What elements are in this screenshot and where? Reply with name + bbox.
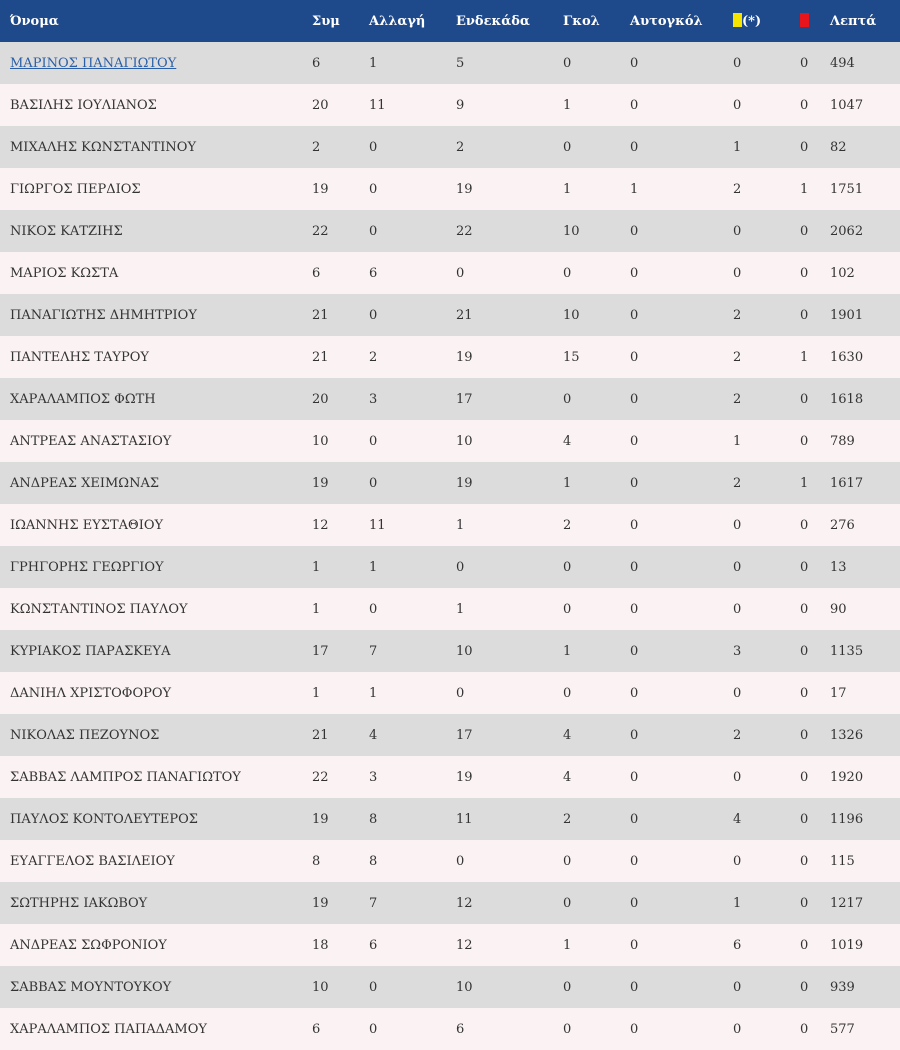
goals-cell: 15: [563, 349, 580, 365]
yellow-cards-cell: 0: [733, 853, 742, 869]
appearances-cell: 22: [312, 769, 329, 785]
sub-cell: 0: [369, 1021, 378, 1037]
own-goals-cell: 0: [630, 1021, 639, 1037]
own-goals-cell: 0: [630, 433, 639, 449]
minutes-cell: 1217: [830, 895, 864, 911]
goals-cell: 10: [563, 223, 580, 239]
minutes-cell: 13: [830, 559, 847, 575]
appearances-cell: 6: [312, 55, 321, 71]
player-name-cell: ΣΩΤΗΡΗΣ ΙΑΚΩΒΟΥ: [10, 895, 148, 911]
player-name-cell: ΠΑΝΤΕΛΗΣ ΤΑΥΡΟΥ: [10, 349, 149, 365]
yellow-cards-cell: 1: [733, 895, 742, 911]
red-cards-cell: 0: [800, 895, 809, 911]
goals-cell: 2: [563, 517, 572, 533]
yellow-cards-cell: 0: [733, 559, 742, 575]
starting-cell: 12: [456, 895, 473, 911]
goals-cell: 0: [563, 391, 572, 407]
yellow-cards-cell: 6: [733, 937, 742, 953]
own-goals-cell: 0: [630, 223, 639, 239]
appearances-cell: 2: [312, 139, 321, 155]
goals-cell: 4: [563, 433, 572, 449]
goals-cell: 0: [563, 559, 572, 575]
minutes-cell: 1617: [830, 475, 864, 491]
red-cards-cell: 1: [800, 349, 809, 365]
starting-cell: 19: [456, 349, 473, 365]
red-cards-cell: 0: [800, 685, 809, 701]
goals-cell: 1: [563, 181, 572, 197]
yellow-cards-cell: 0: [733, 97, 742, 113]
red-cards-cell: 1: [800, 181, 809, 197]
player-name-cell: ΣΑΒΒΑΣ ΜΟΥΝΤΟΥΚΟΥ: [10, 979, 172, 995]
yellow-cards-cell: 0: [733, 517, 742, 533]
sub-cell: 6: [369, 265, 378, 281]
appearances-cell: 1: [312, 559, 321, 575]
minutes-cell: 789: [830, 433, 855, 449]
yellow-cards-cell: 2: [733, 475, 742, 491]
appearances-cell: 20: [312, 391, 329, 407]
table-row: [0, 336, 900, 378]
sub-cell: 0: [369, 433, 378, 449]
own-goals-cell: 1: [630, 181, 639, 197]
starting-cell: 0: [456, 265, 465, 281]
starting-cell: 21: [456, 307, 473, 323]
player-name-cell: ΓΙΩΡΓΟΣ ΠΕΡΔΙΟΣ: [10, 181, 141, 197]
red-cards-cell: 0: [800, 97, 809, 113]
appearances-cell: 6: [312, 1021, 321, 1037]
column-header-appearances[interactable]: Συμ: [312, 13, 340, 29]
starting-cell: 22: [456, 223, 473, 239]
player-name-cell: ΑΝΔΡΕΑΣ ΧΕΙΜΩΝΑΣ: [10, 475, 160, 491]
own-goals-cell: 0: [630, 265, 639, 281]
sub-cell: 6: [369, 937, 378, 953]
appearances-cell: 21: [312, 727, 329, 743]
table-row: [0, 294, 900, 336]
table-row: [0, 42, 900, 84]
minutes-cell: 1901: [830, 307, 864, 323]
table-row: [0, 420, 900, 462]
starting-cell: 1: [456, 517, 465, 533]
appearances-cell: 22: [312, 223, 329, 239]
player-name-cell: ΒΑΣΙΛΗΣ ΙΟΥΛΙΑΝΟΣ: [10, 97, 157, 113]
player-name-cell: [0, 42, 306, 84]
appearances-cell: 21: [312, 307, 329, 323]
player-name-cell: ΓΡΗΓΟΡΗΣ ΓΕΩΡΓΙΟΥ: [10, 559, 164, 575]
minutes-cell: 1618: [830, 391, 864, 407]
yellow-cards-cell: 0: [733, 223, 742, 239]
sub-cell: 7: [369, 643, 378, 659]
sub-cell: 8: [369, 853, 378, 869]
starting-cell: 5: [456, 55, 465, 71]
yellow-cards-cell: 3: [733, 643, 742, 659]
red-cards-cell: 0: [800, 307, 809, 323]
column-header-yellow-cards[interactable]: [727, 0, 794, 42]
own-goals-cell: 0: [630, 559, 639, 575]
appearances-cell: 20: [312, 97, 329, 113]
minutes-cell: 90: [830, 601, 847, 617]
red-cards-cell: 1: [800, 475, 809, 491]
table-row: [0, 966, 900, 1008]
header-row: [0, 0, 900, 42]
sub-cell: 1: [369, 55, 378, 71]
own-goals-cell: 0: [630, 349, 639, 365]
minutes-cell: 494: [830, 55, 855, 71]
yellow-cards-cell: 0: [733, 265, 742, 281]
sub-cell: 0: [369, 181, 378, 197]
own-goals-cell: 0: [630, 727, 639, 743]
table-row: [0, 714, 900, 756]
goals-cell: 0: [563, 895, 572, 911]
table-body: [0, 42, 900, 1050]
own-goals-cell: 0: [630, 601, 639, 617]
own-goals-cell: 0: [630, 475, 639, 491]
appearances-cell: 8: [312, 853, 321, 869]
table-row: [0, 168, 900, 210]
sub-cell: 0: [369, 979, 378, 995]
table-header: [0, 0, 900, 42]
minutes-cell: 577: [830, 1021, 855, 1037]
yellow-cards-cell: 1: [733, 433, 742, 449]
appearances-cell: 19: [312, 895, 329, 911]
table-row: [0, 924, 900, 966]
yellow-cards-cell: 0: [733, 769, 742, 785]
sub-cell: 7: [369, 895, 378, 911]
player-name-cell: ΚΥΡΙΑΚΟΣ ΠΑΡΑΣΚΕΥΑ: [10, 643, 171, 659]
appearances-cell: 6: [312, 265, 321, 281]
yellow-cards-cell: 0: [733, 979, 742, 995]
red-cards-cell: 0: [800, 811, 809, 827]
starting-cell: 17: [456, 727, 473, 743]
sub-cell: 2: [369, 349, 378, 365]
minutes-cell: 17: [830, 685, 847, 701]
goals-cell: 2: [563, 811, 572, 827]
player-name-cell: ΕΥΑΓΓΕΛΟΣ ΒΑΣΙΛΕΙΟΥ: [10, 853, 175, 869]
starting-cell: 17: [456, 391, 473, 407]
yellow-card-icon: [733, 13, 742, 27]
yellow-cards-cell: 2: [733, 307, 742, 323]
starting-cell: 0: [456, 853, 465, 869]
yellow-cards-cell: 2: [733, 727, 742, 743]
red-cards-cell: 0: [800, 601, 809, 617]
starting-cell: 19: [456, 475, 473, 491]
goals-cell: 0: [563, 979, 572, 995]
column-header-minutes[interactable]: Λεπτά: [830, 13, 877, 29]
yellow-cards-cell: 0: [733, 601, 742, 617]
red-cards-cell: 0: [800, 559, 809, 575]
sub-cell: 11: [369, 97, 386, 113]
minutes-cell: 1751: [830, 181, 864, 197]
table-row: [0, 126, 900, 168]
table-row: [0, 798, 900, 840]
goals-cell: 1: [563, 937, 572, 953]
yellow-cards-cell: 0: [733, 55, 742, 71]
yellow-cards-cell: 0: [733, 1021, 742, 1037]
own-goals-cell: 0: [630, 937, 639, 953]
starting-cell: 19: [456, 181, 473, 197]
table-row: [0, 210, 900, 252]
own-goals-cell: 0: [630, 307, 639, 323]
table-row: [0, 84, 900, 126]
yellow-cards-cell: 0: [733, 685, 742, 701]
table-row: [0, 546, 900, 588]
minutes-cell: 82: [830, 139, 847, 155]
own-goals-cell: 0: [630, 139, 639, 155]
goals-cell: 1: [563, 97, 572, 113]
starting-cell: 0: [456, 559, 465, 575]
starting-cell: 0: [456, 685, 465, 701]
goals-cell: 0: [563, 685, 572, 701]
table-row: [0, 378, 900, 420]
player-name-cell: ΚΩΝΣΤΑΝΤΙΝΟΣ ΠΑΥΛΟΥ: [10, 601, 188, 617]
table-row: [0, 504, 900, 546]
appearances-cell: 1: [312, 685, 321, 701]
player-name-cell: ΑΝΔΡΕΑΣ ΣΩΦΡΟΝΙΟΥ: [10, 937, 167, 953]
player-name-cell: ΔΑΝΙΗΛ ΧΡΙΣΤΟΦΟΡΟΥ: [10, 685, 172, 701]
minutes-cell: 102: [830, 265, 855, 281]
own-goals-cell: 0: [630, 895, 639, 911]
red-cards-cell: 0: [800, 1021, 809, 1037]
sub-cell: 0: [369, 475, 378, 491]
minutes-cell: 939: [830, 979, 855, 995]
starting-cell: 12: [456, 937, 473, 953]
own-goals-cell: 0: [630, 769, 639, 785]
appearances-cell: 10: [312, 979, 329, 995]
goals-cell: 10: [563, 307, 580, 323]
red-cards-cell: 0: [800, 223, 809, 239]
sub-cell: 1: [369, 685, 378, 701]
sub-cell: 11: [369, 517, 386, 533]
table-row: [0, 882, 900, 924]
player-name-cell: ΜΑΡΙΟΣ ΚΩΣΤΑ: [10, 265, 119, 281]
starting-cell: 10: [456, 433, 473, 449]
column-header-sub[interactable]: Αλλαγή: [369, 13, 426, 29]
own-goals-cell: 0: [630, 391, 639, 407]
starting-cell: 19: [456, 769, 473, 785]
own-goals-cell: 0: [630, 979, 639, 995]
player-name-cell: ΠΑΥΛΟΣ ΚΟΝΤΟΛΕΥΤΕΡΟΣ: [10, 811, 198, 827]
appearances-cell: 19: [312, 181, 329, 197]
player-name-link[interactable]: ΜΑΡΙΝΟΣ ΠΑΝΑΓΙΩΤΟΥ: [10, 55, 177, 71]
red-card-icon: [800, 13, 809, 27]
sub-cell: 1: [369, 559, 378, 575]
own-goals-cell: 0: [630, 517, 639, 533]
starting-cell: 6: [456, 1021, 465, 1037]
column-header-name[interactable]: Όνομα: [10, 13, 59, 29]
table-row: [0, 630, 900, 672]
table-row: [0, 588, 900, 630]
player-name-cell: ΜΙΧΑΛΗΣ ΚΩΝΣΤΑΝΤΙΝΟΥ: [10, 139, 197, 155]
sub-cell: 8: [369, 811, 378, 827]
red-cards-cell: 0: [800, 643, 809, 659]
appearances-cell: 1: [312, 601, 321, 617]
minutes-cell: 115: [830, 853, 855, 869]
appearances-cell: 19: [312, 475, 329, 491]
yellow-cards-cell: 4: [733, 811, 742, 827]
red-cards-cell: 0: [800, 139, 809, 155]
goals-cell: 0: [563, 55, 572, 71]
column-header-red-cards[interactable]: [794, 0, 824, 42]
starting-cell: 1: [456, 601, 465, 617]
player-name-cell: ΧΑΡΑΛΑΜΠΟΣ ΠΑΠΑΔΑΜΟΥ: [10, 1021, 207, 1037]
column-header-own-goals[interactable]: Αυτογκόλ: [630, 13, 703, 29]
sub-cell: 0: [369, 223, 378, 239]
minutes-cell: 2062: [830, 223, 864, 239]
minutes-cell: 1326: [830, 727, 864, 743]
player-name-cell: ΝΙΚΟΣ ΚΑΤΖΙΗΣ: [10, 223, 123, 239]
yellow-cards-cell: 2: [733, 349, 742, 365]
sub-cell: 3: [369, 769, 378, 785]
appearances-cell: 12: [312, 517, 329, 533]
goals-cell: 0: [563, 1021, 572, 1037]
minutes-cell: 1196: [830, 811, 864, 827]
red-cards-cell: 0: [800, 727, 809, 743]
minutes-cell: 1920: [830, 769, 864, 785]
starting-cell: 10: [456, 979, 473, 995]
red-cards-cell: 0: [800, 55, 809, 71]
table-row: [0, 756, 900, 798]
goals-cell: 1: [563, 475, 572, 491]
player-name-cell: ΠΑΝΑΓΙΩΤΗΣ ΔΗΜΗΤΡΙΟΥ: [10, 307, 197, 323]
own-goals-cell: 0: [630, 853, 639, 869]
red-cards-cell: 0: [800, 853, 809, 869]
own-goals-cell: 0: [630, 685, 639, 701]
minutes-cell: 276: [830, 517, 855, 533]
table-row: [0, 672, 900, 714]
player-name-cell: ΝΙΚΟΛΑΣ ΠΕΖΟΥΝΟΣ: [10, 727, 160, 743]
minutes-cell: 1630: [830, 349, 864, 365]
red-cards-cell: 0: [800, 433, 809, 449]
table-row: [0, 252, 900, 294]
column-header-starting[interactable]: Ενδεκάδα: [456, 13, 530, 29]
column-header-goals[interactable]: Γκολ: [563, 13, 600, 29]
sub-cell: 4: [369, 727, 378, 743]
own-goals-cell: 0: [630, 97, 639, 113]
sub-cell: 0: [369, 601, 378, 617]
starting-cell: 9: [456, 97, 465, 113]
player-name-cell: ΧΑΡΑΛΑΜΠΟΣ ΦΩΤΗ: [10, 391, 156, 407]
own-goals-cell: 0: [630, 811, 639, 827]
red-cards-cell: 0: [800, 769, 809, 785]
red-cards-cell: 0: [800, 265, 809, 281]
sub-cell: 0: [369, 139, 378, 155]
yellow-cards-cell: 1: [733, 139, 742, 155]
appearances-cell: 10: [312, 433, 329, 449]
red-cards-cell: 0: [800, 391, 809, 407]
player-name-cell: ΣΑΒΒΑΣ ΛΑΜΠΡΟΣ ΠΑΝΑΓΙΩΤΟΥ: [10, 769, 241, 785]
player-name-cell: ΑΝΤΡΕΑΣ ΑΝΑΣΤΑΣΙΟΥ: [10, 433, 172, 449]
minutes-cell: 1135: [830, 643, 864, 659]
table-row: [0, 462, 900, 504]
own-goals-cell: 0: [630, 55, 639, 71]
sub-cell: 3: [369, 391, 378, 407]
goals-cell: 0: [563, 139, 572, 155]
minutes-cell: 1019: [830, 937, 864, 953]
own-goals-cell: 0: [630, 643, 639, 659]
goals-cell: 0: [563, 853, 572, 869]
red-cards-cell: 0: [800, 979, 809, 995]
goals-cell: 1: [563, 643, 572, 659]
appearances-cell: 19: [312, 811, 329, 827]
starting-cell: 11: [456, 811, 473, 827]
starting-cell: 10: [456, 643, 473, 659]
sub-cell: 0: [369, 307, 378, 323]
goals-cell: 0: [563, 601, 572, 617]
table-row: [0, 1008, 900, 1050]
minutes-cell: 1047: [830, 97, 864, 113]
yellow-card-suffix: (*): [742, 14, 762, 29]
red-cards-cell: 0: [800, 937, 809, 953]
yellow-cards-cell: 2: [733, 391, 742, 407]
yellow-cards-cell: 2: [733, 181, 742, 197]
goals-cell: 4: [563, 769, 572, 785]
appearances-cell: 21: [312, 349, 329, 365]
appearances-cell: 18: [312, 937, 329, 953]
starting-cell: 2: [456, 139, 465, 155]
table-row: [0, 840, 900, 882]
goals-cell: 4: [563, 727, 572, 743]
appearances-cell: 17: [312, 643, 329, 659]
goals-cell: 0: [563, 265, 572, 281]
red-cards-cell: 0: [800, 517, 809, 533]
player-name-cell: ΙΩΑΝΝΗΣ ΕΥΣΤΑΘΙΟΥ: [10, 517, 164, 533]
